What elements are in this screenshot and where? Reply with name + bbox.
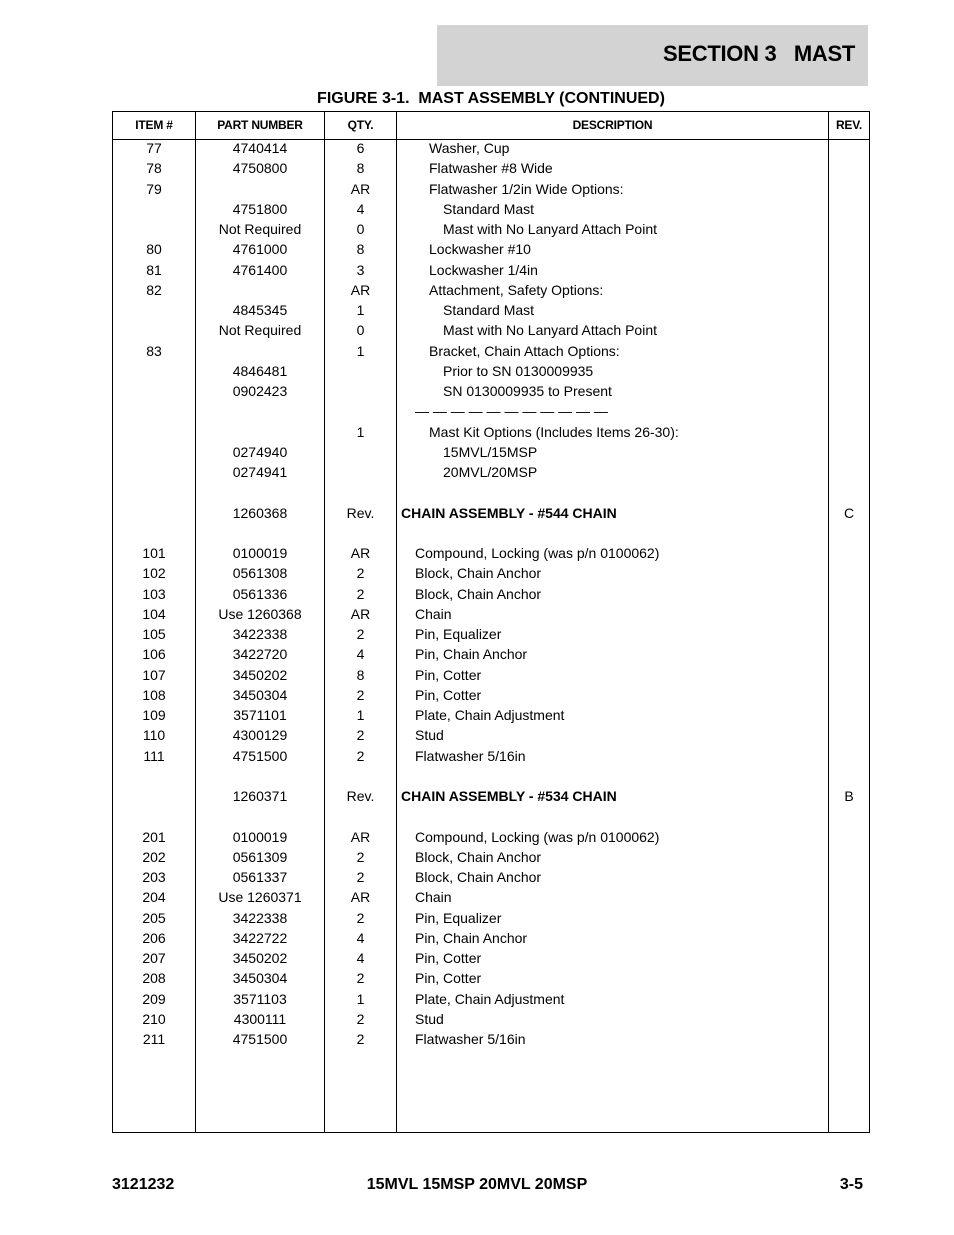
qty-cell: 2 — [356, 970, 365, 987]
part-number-cell: 4761000 — [232, 241, 288, 258]
description-cell: Pin, Cotter — [415, 950, 482, 966]
table-row — [113, 768, 869, 788]
table-row — [113, 849, 869, 869]
item-cell: 101 — [142, 545, 166, 561]
description-cell: Block, Chain Anchor — [415, 585, 542, 602]
part-number-cell: 0902423 — [232, 383, 288, 399]
part-number-cell: 4750800 — [232, 160, 288, 177]
table-row — [113, 181, 869, 201]
item-cell: 82 — [146, 281, 162, 298]
description-cell: Block, Chain Anchor — [415, 848, 542, 865]
table-row — [113, 363, 869, 383]
part-number-cell: 4751800 — [232, 200, 288, 217]
qty-cell: 8 — [356, 666, 365, 683]
part-number-cell: Use 1260371 — [218, 889, 302, 906]
description-cell: Mast Kit Options (Includes Items 26-30): — [429, 423, 679, 440]
qty-cell: AR — [350, 281, 371, 298]
part-number-cell: 4751500 — [232, 1031, 288, 1047]
description-cell: — — — — — — — — — — — — [415, 403, 608, 420]
part-number-cell: 3422338 — [232, 626, 288, 642]
table-row — [113, 201, 869, 221]
description-cell: Flatwasher 1/2in Wide Options: — [429, 180, 624, 197]
part-number-cell: 4300129 — [232, 727, 288, 744]
qty-cell: 1 — [356, 342, 365, 359]
table-row — [113, 808, 869, 828]
qty-cell: 2 — [356, 727, 365, 744]
part-number-cell: 0274940 — [232, 443, 288, 460]
qty-cell: 1 — [356, 423, 365, 440]
description-cell: Pin, Cotter — [415, 686, 482, 703]
item-cell: 77 — [146, 140, 162, 156]
part-number-cell: 4761400 — [232, 261, 288, 278]
header-qty: QTY. — [347, 118, 374, 132]
part-number-cell: 0561309 — [232, 848, 288, 865]
qty-cell: 4 — [356, 950, 365, 966]
part-number-cell: 1260371 — [232, 788, 288, 804]
qty-cell: 3 — [356, 261, 365, 278]
description-cell: Pin, Equalizer — [415, 626, 502, 642]
part-number-cell: 4751500 — [232, 747, 288, 764]
item-cell: 110 — [142, 727, 166, 744]
qty-cell: 0 — [356, 322, 365, 339]
table-row — [113, 727, 869, 747]
qty-cell: 2 — [356, 626, 365, 642]
table-row — [113, 505, 869, 525]
table-body — [113, 140, 869, 1051]
description-cell: CHAIN ASSEMBLY - #544 CHAIN — [401, 504, 617, 521]
qty-cell: 4 — [356, 646, 365, 663]
part-number-cell: 0100019 — [232, 545, 288, 561]
qty-cell: 1 — [356, 990, 365, 1007]
qty-cell: 2 — [356, 848, 365, 865]
item-cell: 201 — [142, 828, 166, 845]
qty-cell: 2 — [356, 1031, 365, 1047]
table-row — [113, 586, 869, 606]
qty-cell: 0 — [356, 221, 365, 237]
table-row — [113, 687, 869, 707]
description-cell: Stud — [415, 727, 444, 744]
part-number-cell: 3450304 — [232, 970, 288, 987]
table-row — [113, 667, 869, 687]
item-cell: 111 — [143, 747, 165, 764]
qty-cell: 8 — [356, 241, 365, 258]
qty-cell: 2 — [356, 565, 365, 582]
part-number-cell: 3422338 — [232, 909, 288, 926]
part-number-cell: 4846481 — [232, 362, 288, 379]
item-cell: 208 — [142, 970, 166, 987]
description-cell: Pin, Cotter — [415, 666, 482, 683]
item-cell: 206 — [142, 929, 166, 946]
description-cell: Standard Mast — [443, 200, 535, 217]
model-list: 15MVL 15MSP 20MVL 20MSP — [366, 1176, 588, 1193]
description-cell: Lockwasher 1/4in — [429, 261, 538, 278]
header-part-number: PART NUMBER — [217, 118, 303, 132]
item-cell: 204 — [142, 889, 166, 906]
part-number-cell: 0274941 — [232, 464, 288, 480]
section-banner — [437, 25, 868, 86]
table-row — [113, 930, 869, 950]
table-row — [113, 970, 869, 990]
item-cell: 78 — [146, 160, 162, 177]
item-cell: 106 — [142, 646, 166, 663]
qty-cell: AR — [350, 545, 371, 561]
table-row — [113, 626, 869, 646]
part-number-cell: Use 1260368 — [218, 605, 302, 622]
item-cell: 83 — [146, 342, 162, 359]
item-cell: 102 — [142, 565, 166, 582]
description-cell: Stud — [415, 1010, 444, 1027]
table-row — [113, 221, 869, 241]
part-number-cell: 3450304 — [232, 686, 288, 703]
qty-cell: 2 — [356, 686, 365, 703]
item-cell: 105 — [142, 626, 166, 642]
table-row — [113, 606, 869, 626]
description-cell: Plate, Chain Adjustment — [415, 990, 565, 1007]
description-cell: Pin, Equalizer — [415, 909, 502, 926]
item-cell: 107 — [142, 666, 166, 683]
qty-cell: 4 — [356, 929, 365, 946]
description-cell: 20MVL/20MSP — [443, 464, 538, 480]
description-cell: SN 0130009935 to Present — [443, 383, 612, 399]
description-cell: 15MVL/15MSP — [443, 443, 538, 460]
table-row — [113, 646, 869, 666]
qty-cell: 2 — [356, 909, 365, 926]
description-cell: Standard Mast — [443, 302, 535, 318]
table-row — [113, 707, 869, 727]
table-row — [113, 140, 869, 160]
qty-cell: 6 — [356, 140, 365, 156]
table-row — [113, 525, 869, 545]
header-rev: REV. — [835, 118, 863, 132]
table-row — [113, 1011, 869, 1031]
part-number-cell: 0561337 — [232, 869, 288, 885]
part-number-cell: 3571103 — [233, 990, 287, 1007]
part-number-cell: Not Required — [218, 221, 302, 237]
page-number: 3-5 — [839, 1176, 863, 1193]
description-cell: Washer, Cup — [429, 140, 510, 156]
table-row — [113, 889, 869, 909]
description-cell: Block, Chain Anchor — [415, 565, 542, 582]
table-row — [113, 788, 869, 808]
description-cell: Plate, Chain Adjustment — [415, 707, 565, 723]
qty-cell: AR — [350, 180, 371, 197]
qty-cell: 1 — [356, 707, 365, 723]
part-number-cell: 3422720 — [232, 646, 288, 663]
description-cell: Compound, Locking (was p/n 0100062) — [415, 545, 660, 561]
description-cell: Pin, Cotter — [415, 970, 482, 987]
description-cell: Attachment, Safety Options: — [429, 281, 604, 298]
part-number-cell: 4300111 — [233, 1010, 287, 1027]
qty-cell: Rev. — [346, 788, 375, 804]
description-cell: Mast with No Lanyard Attach Point — [443, 221, 657, 237]
table-row — [113, 545, 869, 565]
part-number-cell: 4740414 — [232, 140, 288, 156]
table-row — [113, 343, 869, 363]
table-row — [113, 383, 869, 403]
doc-number: 3121232 — [112, 1176, 175, 1193]
item-cell: 81 — [146, 261, 162, 278]
table-row — [113, 1031, 869, 1051]
table-row — [113, 262, 869, 282]
part-number-cell: 3571101 — [233, 707, 287, 723]
table-row — [113, 829, 869, 849]
description-cell: Chain — [415, 889, 452, 906]
item-cell: 205 — [142, 909, 166, 926]
qty-cell: AR — [350, 605, 371, 622]
table-row — [113, 444, 869, 464]
table-row — [113, 160, 869, 180]
item-cell: 203 — [142, 869, 166, 885]
description-cell: Flatwasher #8 Wide — [429, 160, 553, 177]
qty-cell: 2 — [356, 1010, 365, 1027]
qty-cell: 2 — [356, 869, 365, 885]
item-cell: 209 — [142, 990, 166, 1007]
qty-cell: AR — [350, 828, 371, 845]
qty-cell: 1 — [356, 302, 365, 318]
part-number-cell: 0561308 — [232, 565, 288, 582]
qty-cell: 2 — [356, 585, 365, 602]
rev-cell: C — [843, 504, 855, 521]
table-row — [113, 991, 869, 1011]
rev-cell: B — [844, 788, 854, 804]
description-cell: Flatwasher 5/16in — [415, 1031, 526, 1047]
part-number-cell: 3422722 — [232, 929, 288, 946]
item-cell: 207 — [142, 950, 166, 966]
table-row — [113, 424, 869, 444]
item-cell: 210 — [142, 1010, 166, 1027]
part-number-cell: 4845345 — [232, 302, 288, 318]
qty-cell: 2 — [356, 747, 365, 764]
part-number-cell: Not Required — [218, 322, 302, 339]
table-row — [113, 565, 869, 585]
description-cell: Block, Chain Anchor — [415, 869, 542, 885]
parts-table — [112, 111, 870, 1133]
description-cell: Prior to SN 0130009935 — [443, 362, 594, 379]
table-row — [113, 869, 869, 889]
table-row — [113, 950, 869, 970]
qty-cell: 4 — [356, 200, 365, 217]
table-row — [113, 403, 869, 423]
section-title: SECTION 3 MAST — [663, 41, 855, 66]
part-number-cell: 3450202 — [232, 666, 288, 683]
table-row — [113, 748, 869, 768]
table-row — [113, 910, 869, 930]
qty-cell: 8 — [356, 160, 365, 177]
table-row — [113, 322, 869, 342]
table-row — [113, 484, 869, 504]
item-cell: 211 — [142, 1031, 166, 1047]
qty-cell: AR — [350, 889, 371, 906]
description-cell: Chain — [415, 605, 452, 622]
description-cell: Pin, Chain Anchor — [415, 646, 528, 663]
header-description: DESCRIPTION — [572, 118, 653, 132]
description-cell: Bracket, Chain Attach Options: — [429, 342, 620, 359]
item-cell: 109 — [142, 707, 166, 723]
part-number-cell: 0561336 — [232, 585, 288, 602]
description-cell: Compound, Locking (was p/n 0100062) — [415, 828, 660, 845]
table-row — [113, 282, 869, 302]
item-cell: 104 — [142, 605, 166, 622]
description-cell: Mast with No Lanyard Attach Point — [443, 322, 657, 339]
part-number-cell: 0100019 — [232, 828, 288, 845]
figure-title: FIGURE 3-1. MAST ASSEMBLY (CONTINUED) — [317, 90, 665, 107]
item-cell: 103 — [142, 585, 166, 602]
description-cell: Flatwasher 5/16in — [415, 747, 526, 764]
header-item: ITEM # — [135, 118, 173, 132]
item-cell: 79 — [146, 180, 162, 197]
part-number-cell: 3450202 — [232, 950, 288, 966]
table-row — [113, 241, 869, 261]
item-cell: 80 — [146, 241, 162, 258]
table-row — [113, 302, 869, 322]
description-cell: CHAIN ASSEMBLY - #534 CHAIN — [401, 788, 617, 804]
description-cell: Pin, Chain Anchor — [415, 929, 528, 946]
qty-cell: Rev. — [346, 504, 375, 521]
table-row — [113, 464, 869, 484]
description-cell: Lockwasher #10 — [429, 241, 531, 258]
part-number-cell: 1260368 — [232, 504, 288, 521]
item-cell: 202 — [142, 848, 166, 865]
item-cell: 108 — [142, 686, 166, 703]
